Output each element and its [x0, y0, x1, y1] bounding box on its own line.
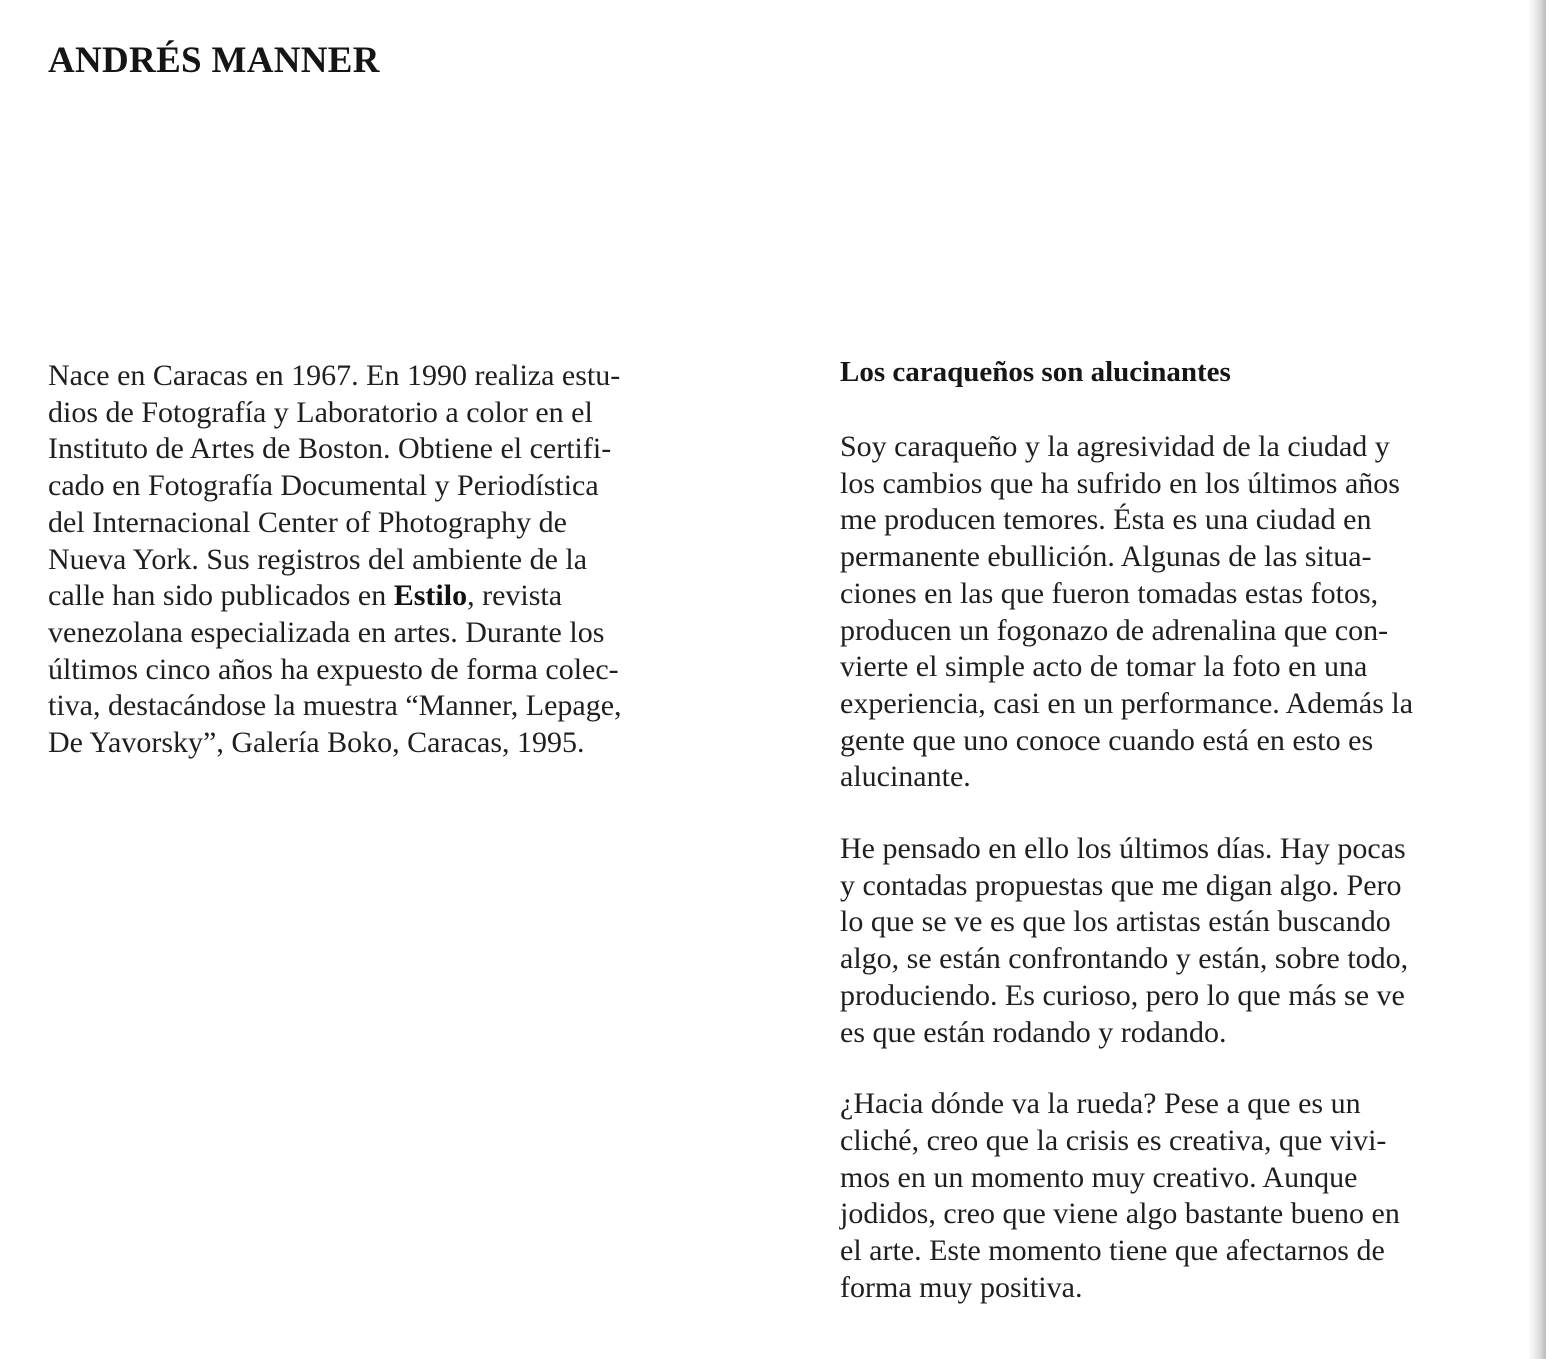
essay-line: produciendo. Es curioso, pero lo que más se ve [840, 978, 1405, 1012]
essay-line: vierte el simple acto de tomar la foto en una [840, 650, 1368, 684]
essay-line: Soy caraqueño y la agresividad de la ciudad y [840, 430, 1390, 463]
essay-line: forma muy positiva. [840, 1270, 1083, 1304]
essay-line: producen un fogonazo de adrenalina que con- [840, 613, 1389, 647]
essay-block [840, 353, 1540, 1306]
essay-line: cliché, creo que la crisis es creativa, que vivi- [840, 1123, 1387, 1157]
essay-line: alucinante. [840, 760, 971, 794]
essay-paragraph [840, 429, 1540, 796]
essay-line: mos en un momento muy creativo. Aunque [840, 1160, 1358, 1194]
essay-line: lo que se ve es que los artistas están buscando [840, 905, 1391, 939]
essay-line: He pensado en ello los últimos días. Hay pocas [840, 832, 1406, 866]
bio-line: venezolana especializada en artes. Durante los [48, 615, 605, 649]
essay-line: es que están rodando y rodando. [840, 1015, 1227, 1049]
publication-name: Estilo [393, 579, 468, 613]
essay-paragraph [840, 1086, 1540, 1306]
bio-line: cado en Fotografía Documental y Periodística [48, 469, 599, 503]
essay-line: me producen temores. Ésta es una ciudad en [840, 503, 1372, 537]
bio-line-with-publication [48, 578, 778, 615]
essay-line: ¿Hacia dónde va la rueda? Pese a que es un [840, 1087, 1361, 1121]
page-fold-shadow [1528, 0, 1546, 1359]
essay-line: los cambios que ha sufrido en los últimos años [840, 466, 1400, 500]
bio-line: últimos cinco años ha expuesto de forma colec- [48, 652, 619, 686]
essay-line: y contadas propuestas que me digan algo. Pero [840, 868, 1402, 902]
essay-title: Los caraqueños son alucinantes [840, 356, 1231, 388]
bio-line: Nueva York. Sus registros del ambiente de la [48, 542, 588, 576]
bio-line: dios de Fotografía y Laboratorio a color en el [48, 395, 593, 429]
essay-line: permanente ebullición. Algunas de las situa- [840, 540, 1372, 574]
biography-block [48, 358, 778, 762]
bio-line: del Internacional Center of Photography de [48, 505, 567, 539]
essay-line: el arte. Este momento tiene que afectarnos de [840, 1234, 1385, 1268]
bio-line: Nace en Caracas en 1967. En 1990 realiza estu- [48, 359, 621, 392]
bio-line: tiva, destacándose la muestra “Manner, Lepage, [48, 689, 622, 723]
essay-line: jodidos, creo que viene algo bastante bueno en [840, 1197, 1400, 1231]
essay-line: algo, se están confrontando y están, sobre todo, [840, 942, 1409, 976]
essay-line: gente que uno conoce cuando está en esto es [840, 723, 1374, 757]
essay-paragraph [840, 831, 1540, 1051]
bio-text: calle han sido publicados en [48, 579, 394, 613]
bio-line: De Yavorsky”, Galería Boko, Caracas, 1995. [48, 726, 585, 760]
essay-line: experiencia, casi en un performance. Además la [840, 686, 1414, 720]
bio-text: , revista [467, 579, 563, 613]
artist-name-heading: ANDRÉS MANNER [48, 40, 380, 81]
essay-line: ciones en las que fueron tomadas estas fotos, [840, 576, 1379, 610]
bio-line: Instituto de Artes de Boston. Obtiene el certifi- [48, 432, 612, 466]
